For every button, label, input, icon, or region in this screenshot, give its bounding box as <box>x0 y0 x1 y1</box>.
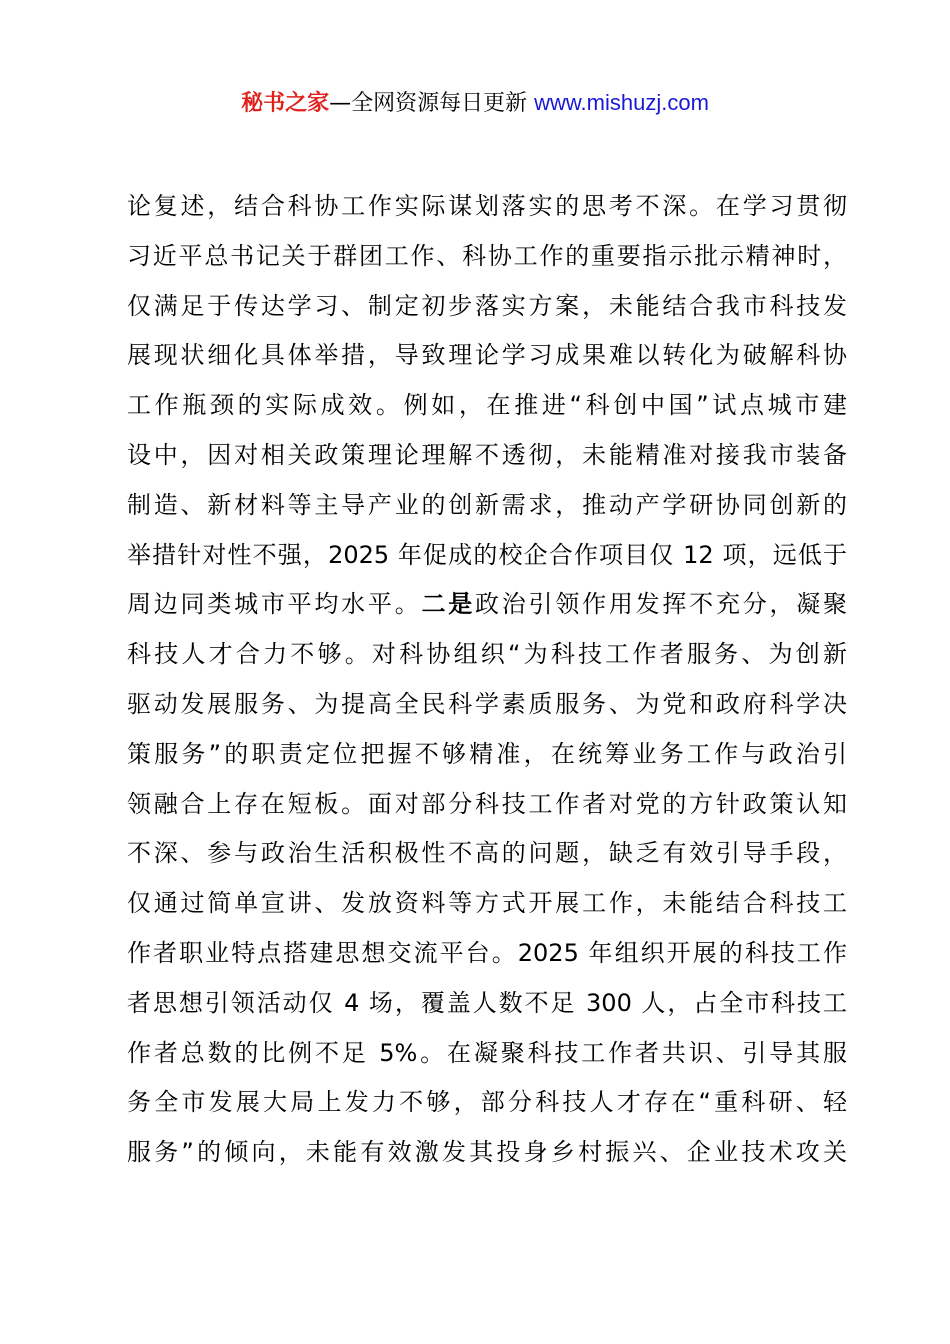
text-line: 策服务”的职责定位把握不够精准，在统筹业务工作与政治引 <box>127 739 847 768</box>
text-segment: 政治引领作用发挥不充分，凝聚 <box>475 590 848 619</box>
document-body <box>127 182 847 1178</box>
header-tagline: —全网资源每日更新 <box>329 91 528 116</box>
text-line: 展现状细化具体举措，导致理论学习成果难以转化为破解科协 <box>127 341 847 370</box>
text-line: 务全市发展大局上发力不够，部分科技人才存在“重科研、轻 <box>127 1088 847 1117</box>
brand-name: 秘书之家 <box>241 91 330 116</box>
page-header <box>0 86 950 121</box>
text-line: 领融合上存在短板。面对部分科技工作者对党的方针政策认知 <box>127 789 847 818</box>
text-line: 作者总数的比例不足 5%。在凝聚科技工作者共识、引导其服 <box>127 1038 847 1067</box>
text-line: 习近平总书记关于群团工作、科协工作的重要指示批示精神时， <box>127 241 847 270</box>
text-line: 不深、参与政治生活积极性不高的问题，缺乏有效引导手段， <box>127 839 847 868</box>
text-line: 举措针对性不强，2025 年促成的校企合作项目仅 12 项，远低于 <box>127 540 847 569</box>
text-line: 设中，因对相关政策理论理解不透彻，未能精准对接我市装备 <box>127 440 847 469</box>
text-line: 驱动发展服务、为提高全民科学素质服务、为党和政府科学决 <box>127 689 847 718</box>
text-line-with-emphasis <box>127 580 847 630</box>
text-line: 论复述，结合科协工作实际谋划落实的思考不深。在学习贯彻 <box>127 192 847 220</box>
text-line: 仅满足于传达学习、制定初步落实方案，未能结合我市科技发 <box>127 291 847 320</box>
text-line: 科技人才合力不够。对科协组织“为科技工作者服务、为创新 <box>127 640 847 669</box>
text-line: 工作瓶颈的实际成效。例如，在推进“科创中国”试点城市建 <box>127 391 847 420</box>
text-line: 服务”的倾向，未能有效激发其投身乡村振兴、企业技术攻关 <box>127 1138 847 1167</box>
text-line: 作者职业特点搭建思想交流平台。2025 年组织开展的科技工作 <box>127 938 847 967</box>
emphasis-marker: 二是 <box>421 590 476 619</box>
text-line: 仅通过简单宣讲、发放资料等方式开展工作，未能结合科技工 <box>127 889 847 918</box>
text-line: 制造、新材料等主导产业的创新需求，推动产学研协同创新的 <box>127 490 847 519</box>
website-link[interactable]: www.mishuzj.com <box>534 90 709 115</box>
text-line: 者思想引领活动仅 4 场，覆盖人数不足 300 人，占全市科技工 <box>127 988 847 1017</box>
text-segment: 周边同类城市平均水平。 <box>127 590 422 619</box>
